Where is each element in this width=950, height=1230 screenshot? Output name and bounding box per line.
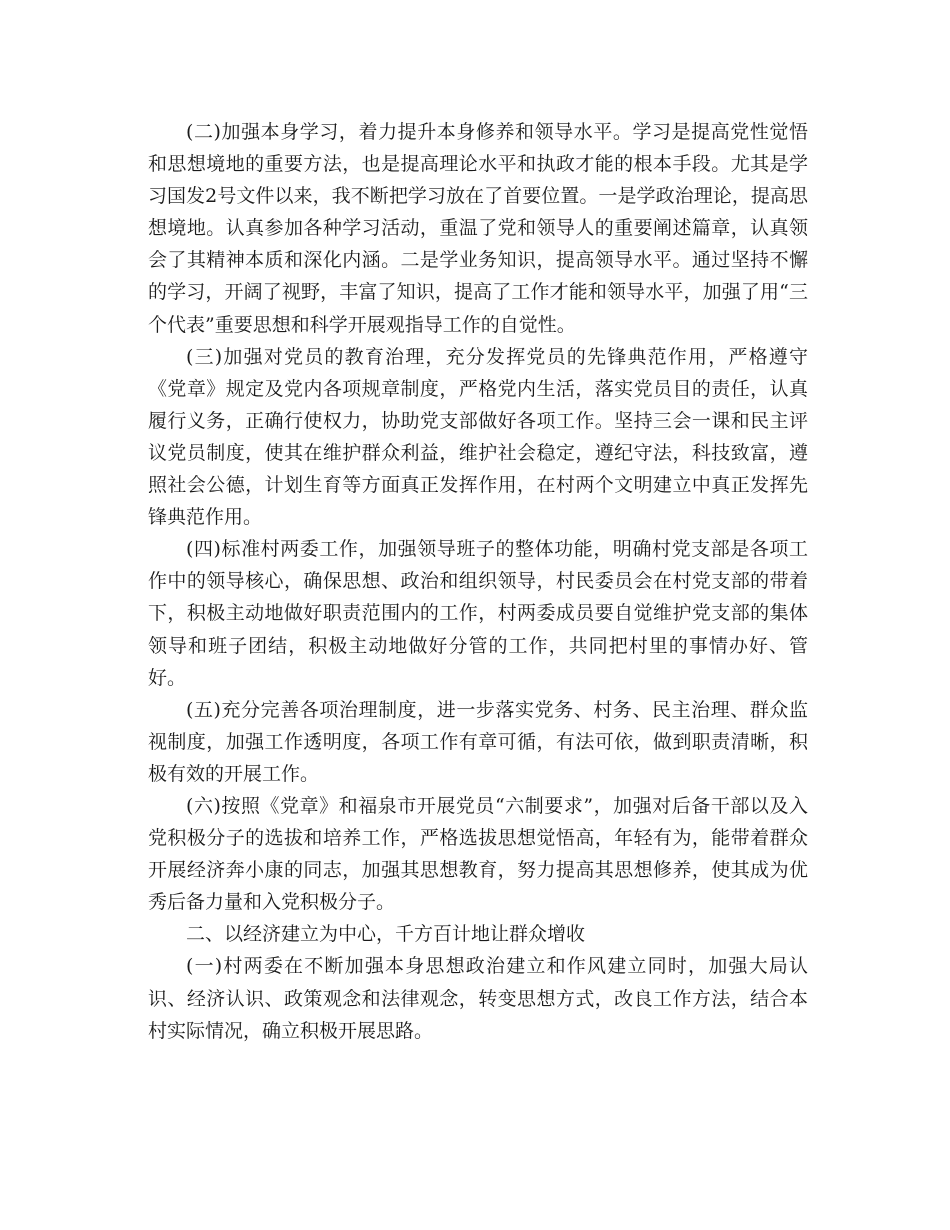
paragraph-member-education: (三)加强对党员的教育治理，充分发挥党员的先锋典范作用，严格遵守《党章》规定及党内各项规章制度，严格党内生活，落实党员目的责任，认真履行义务，正确行使权力，协助党支部做好各项工作。坚持三会一课和民主评议党员制度，使其在维护群众利益，维护社会稳定，遵纪守法，科技致富，遵照社会公德，计划生育等方面真正发挥作用，在村两个文明建立中真正发挥先锋典范作用。 (148, 345, 808, 529)
section-heading-economy: 二、以经济建立为中心，千方百计地让群众增收 (186, 923, 586, 946)
paragraph-self-study: (二)加强本身学习，着力提升本身修养和领导水平。学习是提高党性觉悟和思想境地的重要方法，也是提高理论水平和执政才能的根本手段。尤其是学习国发2号文件以来，我不断把学习放在了首要位置。一是学政治理论，提高思想境地。认真参加各种学习活动，重温了党和领导人的重要阐述篇章，认真领会了其精神本质和深化内涵。二是学业务知识，提高领导水平。通过坚持不懈的学习，开阔了视野，丰富了知识，提高了工作才能和领导水平，加强了用“三个代表”重要思想和科学开展观指导工作的自觉性。 (148, 121, 808, 336)
paragraph-reserve-cadres: (六)按照《党章》和福泉市开展党员“六制要求”，加强对后备干部以及入党积极分子的选拔和培养工作，严格选拔思想觉悟高，年轻有为，能带着群众开展经济奔小康的同志，加强其思想教育，努力提高其思想修养，使其成为优秀后备力量和入党积极分子。 (148, 794, 808, 914)
paragraph-village-committees: (四)标准村两委工作，加强领导班子的整体功能，明确村党支部是各项工作中的领导核心，确保思想、政治和组织领导，村民委员会在村党支部的带着下，积极主动地做好职责范围内的工作，村两委成员要自觉维护党支部的集体领导和班子团结，积极主动地做好分管的工作，共同把村里的事情办好、管好。 (148, 538, 808, 689)
paragraph-management-system: (五)充分完善各项治理制度，进一步落实党务、村务、民主治理、群众监视制度，加强工作透明度，各项工作有章可循，有法可依，做到职责清晰，积极有效的开展工作。 (148, 698, 808, 785)
document-body (148, 116, 808, 1047)
paragraph-development-ideas: (一)村两委在不断加强本身思想政治建立和作风建立同时，加强大局认识、经济认识、政策观念和法律观念，转变思想方式，改良工作方法，结合本村实际情况，确立积极开展思路。 (148, 955, 808, 1042)
